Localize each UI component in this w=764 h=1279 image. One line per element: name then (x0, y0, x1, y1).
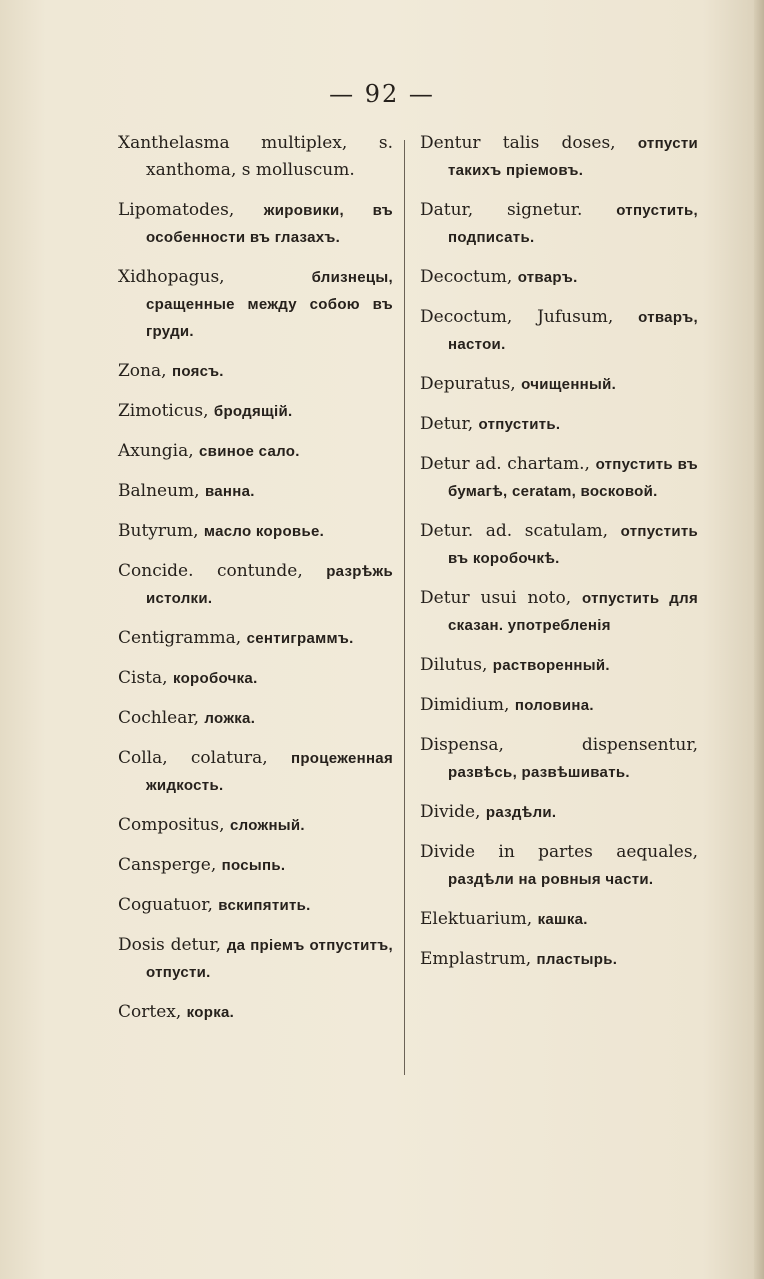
glossary-entry (118, 625, 393, 652)
glossary-entry (118, 264, 393, 345)
glossary-entry (118, 130, 393, 184)
entry-term: Cochlear, (118, 708, 200, 728)
entry-term: Detur. ad. scatulam, (420, 521, 609, 541)
entry-term: Elektuarium, (420, 909, 533, 929)
entry-gloss: сложный. (229, 817, 305, 834)
entry-gloss: да пріемъ отпуститъ, отпусти. (146, 937, 393, 981)
entry-gloss: отпустить. (478, 416, 561, 433)
entry-term: Lipomatodes, (118, 200, 235, 220)
entry-gloss: растворенный. (492, 657, 610, 674)
glossary-entry (118, 932, 393, 986)
entry-gloss: близнецы, сращенные между собою въ груди. (146, 269, 393, 340)
entry-term: Zona, (118, 361, 167, 381)
glossary-entry (420, 518, 698, 572)
entry-term: Cista, (118, 668, 168, 688)
entry-gloss: вскипятить. (218, 897, 311, 914)
entry-term: Emplastrum, (420, 949, 532, 969)
entry-gloss: отпустить для сказан. употребленія (448, 590, 698, 634)
entry-gloss: отпустить, подписать. (448, 202, 699, 246)
entry-gloss: разрѣжь истолки. (146, 563, 393, 607)
entry-gloss: отваръ, настои. (448, 309, 698, 353)
entry-gloss: очищенный. (521, 376, 617, 393)
entry-term: Dilutus, (420, 655, 488, 675)
entry-gloss: свиное сало. (199, 443, 300, 460)
glossary-entry (118, 812, 393, 839)
glossary-entry (420, 906, 698, 933)
entry-term: Decoctum, Jufusum, (420, 307, 614, 327)
entry-term: Xidhopagus, (118, 267, 225, 287)
entry-term: Detur usui noto, (420, 588, 572, 608)
entry-term: Dosis detur, (118, 935, 221, 955)
entry-term: Concide. contunde, (118, 561, 303, 581)
entry-gloss: отваръ. (517, 269, 578, 286)
right-column (420, 130, 698, 986)
entry-gloss: отпусти такихъ пріемовъ. (448, 135, 699, 179)
entry-gloss: корка. (186, 1004, 235, 1021)
glossary-entry (118, 665, 393, 692)
entry-gloss: ванна. (204, 483, 255, 500)
column-divider (404, 140, 405, 1075)
glossary-entry (118, 478, 393, 505)
entry-gloss: кашка. (537, 911, 588, 928)
entry-term: Divide in partes aequales, (420, 842, 698, 862)
entry-gloss: жировики, въ особенности въ глазахъ. (146, 202, 393, 246)
glossary-entry (118, 438, 393, 465)
entry-term: Colla, colatura, (118, 748, 268, 768)
glossary-entry (420, 304, 698, 358)
glossary-entry (420, 652, 698, 679)
glossary-entry (118, 197, 393, 251)
entry-term: Zimoticus, (118, 401, 209, 421)
entry-gloss: посыпь. (221, 857, 286, 874)
entry-term: Datur, signetur. (420, 200, 583, 220)
entry-gloss: масло коровье. (203, 523, 325, 540)
glossary-entry (118, 398, 393, 425)
entry-term: Balneum, (118, 481, 200, 501)
glossary-entry (420, 585, 698, 639)
entry-term: Divide, (420, 802, 481, 822)
entry-gloss: коробочка. (172, 670, 258, 687)
glossary-entry (420, 692, 698, 719)
entry-term: Dispensa, dispensentur, (420, 735, 698, 755)
entry-term: Cansperge, (118, 855, 217, 875)
page-edge (754, 0, 764, 1279)
entry-gloss: пластырь. (536, 951, 618, 968)
entry-term: Dimidium, (420, 695, 510, 715)
entry-gloss: поясъ. (171, 363, 224, 380)
glossary-entry (420, 839, 698, 893)
glossary-entry (420, 946, 698, 973)
entry-term: Axungia, (118, 441, 194, 461)
entry-term: Centigramma, (118, 628, 242, 648)
entry-gloss: развѣсь, развѣшивать. (448, 764, 630, 781)
entry-gloss: отпустить въ коробочкѣ. (448, 523, 699, 567)
entry-gloss: сентиграммъ. (246, 630, 354, 647)
glossary-entry (118, 358, 393, 385)
entry-gloss: раздѣли на ровныя части. (448, 871, 654, 888)
glossary-entry (420, 264, 698, 291)
entry-gloss: процеженная жидкость. (146, 750, 393, 794)
glossary-entry (118, 999, 393, 1026)
entry-term: Depuratus, (420, 374, 516, 394)
entry-term: Butyrum, (118, 521, 199, 541)
page-number: — 92 — (329, 80, 435, 108)
entry-term: Coguatuor, (118, 895, 213, 915)
entry-gloss: половина. (514, 697, 594, 714)
glossary-entry (420, 411, 698, 438)
glossary-entry (118, 745, 393, 799)
entry-term: Cortex, (118, 1002, 182, 1022)
glossary-entry (420, 451, 698, 505)
entry-gloss: раздѣли. (485, 804, 557, 821)
entry-gloss: отпустить въ бумагѣ, ceratam, восковой. (448, 456, 698, 500)
glossary-entry (118, 852, 393, 879)
left-column (118, 130, 393, 1039)
glossary-entry (118, 558, 393, 612)
glossary-entry (118, 892, 393, 919)
entry-gloss: бродящій. (213, 403, 293, 420)
entry-term: Dentur talis doses, (420, 133, 616, 153)
entry-term: Compositus, (118, 815, 225, 835)
glossary-entry (420, 371, 698, 398)
glossary-entry (118, 518, 393, 545)
entry-term: Xanthelasma multiplex, s. xanthoma, s molluscum. (118, 133, 393, 180)
entry-term: Decoctum, (420, 267, 513, 287)
glossary-entry (420, 732, 698, 786)
entry-gloss: ложка. (204, 710, 256, 727)
entry-term: Detur ad. chartam., (420, 454, 590, 474)
glossary-entry (420, 197, 698, 251)
glossary-entry (420, 799, 698, 826)
entry-term: Detur, (420, 414, 474, 434)
glossary-entry (118, 705, 393, 732)
glossary-entry (420, 130, 698, 184)
